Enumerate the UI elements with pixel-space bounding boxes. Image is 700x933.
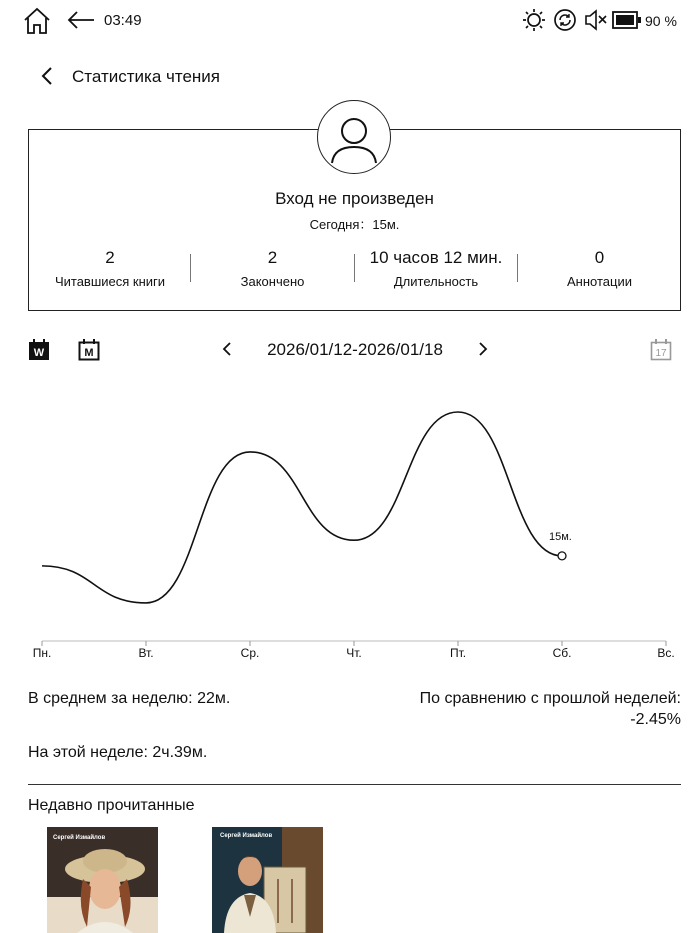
status-bar [0, 0, 700, 40]
brightness-icon[interactable] [522, 8, 546, 32]
compare-label: По сравнению с прошлой неделей: [419, 690, 681, 707]
divider [28, 784, 681, 785]
book-author: Сергей Измайлов [220, 833, 273, 839]
stat-label: Читавшиеся книги [54, 274, 166, 289]
compare-value: -2.45% [630, 711, 681, 728]
back-arrow-icon[interactable] [66, 9, 96, 31]
stat-value: 10 часов 12 мин. [369, 248, 503, 267]
svg-text:W: W [33, 347, 45, 359]
battery-percent: 90 % [645, 13, 677, 29]
svg-text:M: M [84, 347, 94, 359]
battery-icon [612, 11, 642, 29]
stat-finished [191, 248, 354, 289]
chevron-left-icon[interactable] [38, 66, 56, 86]
stat-annotations [518, 248, 681, 289]
x-axis-labels [0, 646, 700, 666]
svg-text:17: 17 [655, 348, 667, 359]
x-tick-label: Пн. [32, 646, 52, 660]
book-cover[interactable] [212, 827, 323, 933]
x-tick-label: Чт. [346, 646, 362, 660]
date-range: 2026/01/12-2026/01/18 [267, 340, 443, 359]
stat-value: 2 [105, 248, 115, 267]
week-calendar-icon[interactable] [28, 339, 50, 361]
status-time: 03:49 [104, 12, 142, 29]
x-tick-label: Пт. [449, 646, 467, 660]
home-icon[interactable] [22, 6, 52, 36]
month-calendar-icon[interactable] [78, 339, 100, 361]
next-period-icon[interactable] [476, 341, 490, 357]
x-tick-label: Вт. [138, 646, 154, 660]
stat-label: Закончено [240, 274, 305, 289]
weekly-average: В среднем за неделю: 22м. [28, 690, 231, 707]
series-line [42, 412, 562, 603]
x-tick-label: Ср. [240, 646, 260, 660]
data-point-label: 15м. [549, 530, 572, 543]
page-title: Статистика чтения [72, 67, 221, 86]
volume-muted-icon[interactable] [584, 9, 608, 31]
stat-value: 0 [594, 248, 605, 267]
book-author: Сергей Измайлов [53, 835, 106, 841]
x-tick-label: Вс. [657, 646, 675, 660]
stat-books-read [28, 248, 192, 289]
recent-title: Недавно прочитанные [28, 797, 195, 814]
prev-period-icon[interactable] [220, 341, 234, 357]
stat-duration [355, 248, 517, 289]
stat-value: 2 [267, 248, 278, 267]
stat-label: Аннотации [567, 274, 632, 289]
this-week-total: На этой неделе: 2ч.39м. [28, 744, 208, 761]
x-tick-label: Сб. [552, 646, 572, 660]
avatar[interactable] [317, 100, 391, 174]
data-point-marker[interactable] [558, 552, 566, 560]
login-status[interactable]: Вход не произведен [275, 189, 434, 208]
book-cover-image [47, 827, 158, 933]
today-reading-time: Сегодня：15м. [309, 217, 400, 232]
today-calendar-icon[interactable] [650, 339, 672, 361]
stat-label: Длительность [393, 274, 479, 289]
book-cover[interactable] [47, 827, 158, 933]
book-cover-image [212, 827, 323, 933]
sync-icon[interactable] [553, 8, 577, 32]
user-icon [318, 101, 390, 173]
reading-time-chart [0, 380, 700, 650]
